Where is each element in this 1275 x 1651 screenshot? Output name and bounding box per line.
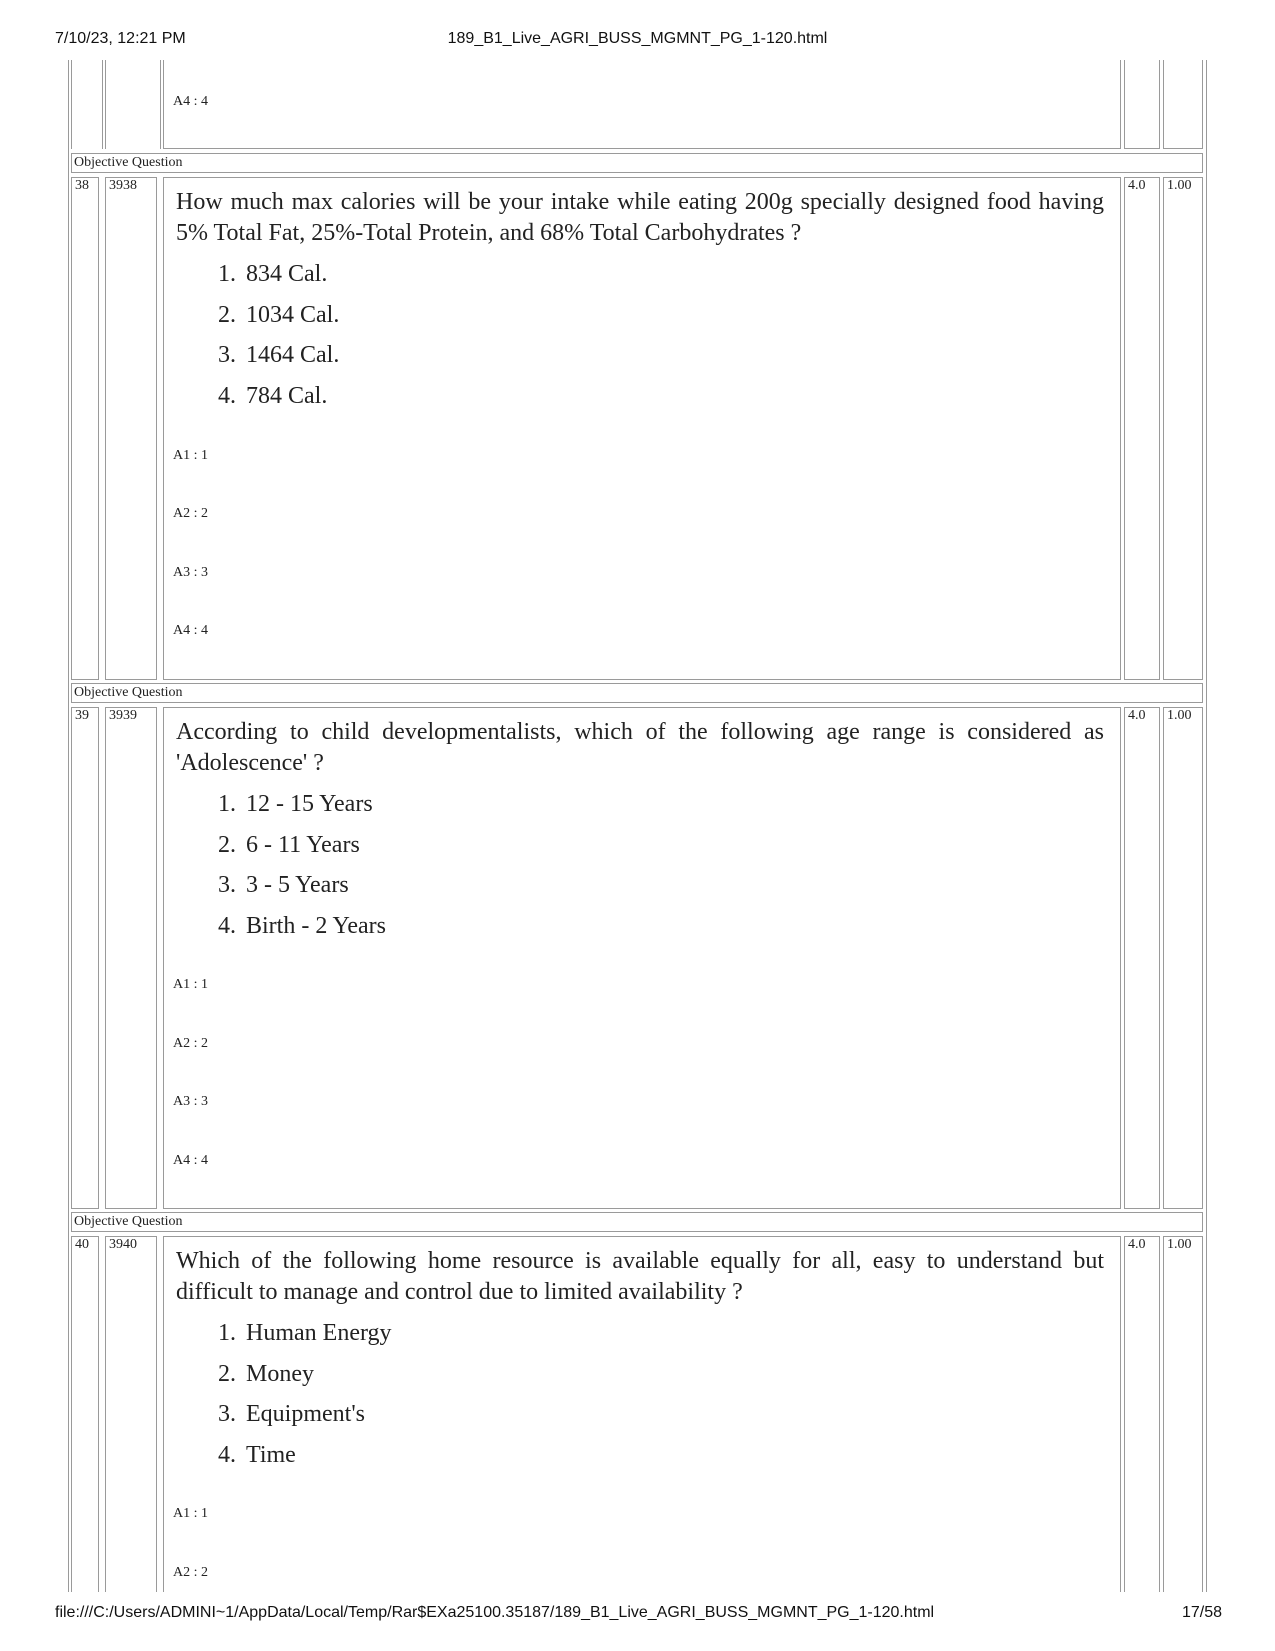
answer-label: A1 : 1 [173,448,208,463]
answer-label: A2 : 2 [173,506,208,521]
print-title: 189_B1_Live_AGRI_BUSS_MGMNT_PG_1-120.html [447,30,828,47]
section-label: Objective Question [71,153,1203,173]
question-negative-marks: 1.00 [1163,707,1203,1209]
answer-label: A3 : 3 [173,565,208,580]
answer-label: A2 : 2 [173,1565,208,1580]
answer-label: A3 : 3 [173,1094,208,1109]
question-serial: 38 [71,177,99,680]
options-list [176,1318,392,1480]
option-item: 2. Money [218,1360,314,1387]
answer-label: A1 : 1 [173,977,208,992]
question-serial: 39 [71,707,99,1209]
print-datetime: 7/10/23, 12:21 PM [55,30,186,47]
option-item: 3. 1464 Cal. [218,342,340,368]
option-item: 3. Equipment's [218,1401,365,1427]
answer-label: A2 : 2 [173,1036,208,1051]
question-negative-marks: 1.00 [1163,177,1203,680]
answer-label: A4 : 4 [173,1153,208,1168]
question-negative-marks: 1.00 [1163,1236,1203,1592]
table-right-border [1206,60,1207,1592]
option-item: 3. 3 - 5 Years [218,872,349,898]
question-id: 3938 [105,177,157,680]
options-list [176,789,386,951]
question-body [163,177,1121,680]
answer-label: A4 : 4 [173,94,208,109]
option-item: 2. 1034 Cal. [218,301,340,328]
print-file-path: file:///C:/Users/ADMINI~1/AppData/Local/Temp/Rar$EXa25100.35187/189_B1_Live_AGRI_BUSS_MGMNT_PG_1-120.html [55,1604,935,1621]
page-number: 17/58 [1181,1604,1222,1621]
question-id: 3940 [105,1236,157,1592]
question-marks: 4.0 [1124,177,1160,680]
section-label: Objective Question [71,683,1203,703]
question-marks: 4.0 [1124,707,1160,1209]
question-text: According to child developmentalists, which of the following age range is considered as 'Adolescence' ? [176,719,1104,776]
question-text: Which of the following home resource is available equally for all, easy to understand but difficult to manage and control due to limited availability ? [176,1248,1104,1305]
option-item: 2. 6 - 11 Years [218,831,360,858]
option-item: 4. 784 Cal. [218,382,328,409]
question-marks: 4.0 [1124,1236,1160,1592]
options-list [176,259,339,421]
table-left-border [68,60,69,1592]
option-item: 4. Birth - 2 Years [218,912,387,939]
option-item: 1. 12 - 15 Years [218,791,373,817]
answer-label: A4 : 4 [173,623,208,638]
question-id: 3939 [105,707,157,1209]
question-serial: 40 [71,1236,99,1592]
question-text: How much max calories will be your intake while eating 200g specially designed food having 5% Total Fat, 25%-Total Protein, and 68% Total Carbohydrates ? [176,189,1104,246]
section-label: Objective Question [71,1212,1203,1232]
option-item: 4. Time [218,1441,296,1468]
question-body [163,707,1121,1209]
option-item: 1. Human Energy [218,1320,392,1346]
answer-label: A1 : 1 [173,1506,208,1521]
option-item: 1. 834 Cal. [218,261,328,287]
